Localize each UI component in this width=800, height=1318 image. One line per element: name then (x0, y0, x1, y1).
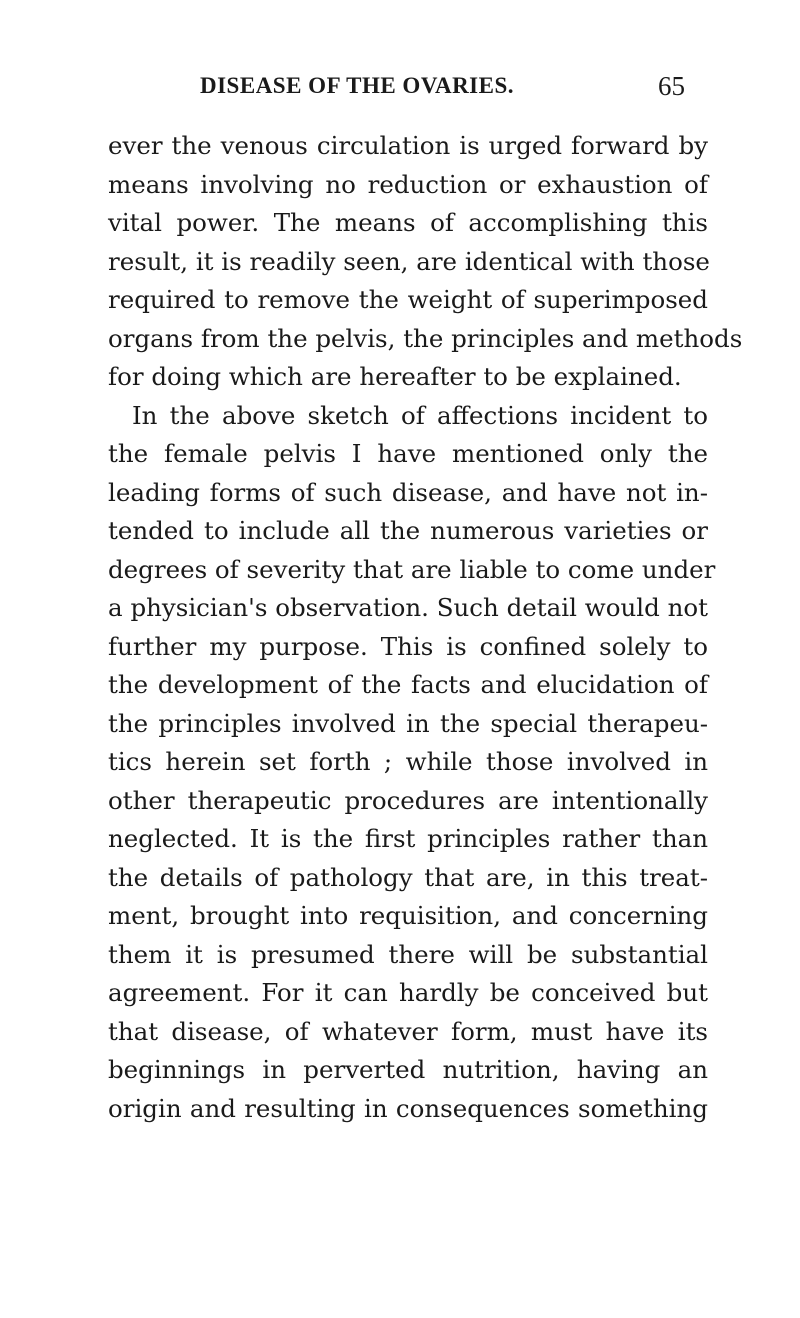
text-line: other therapeutic procedures are intentionally (108, 785, 708, 815)
text-line: result, it is readily seen, are identical with those (108, 246, 710, 276)
page-number: 65 (658, 71, 685, 101)
text-line: a physician's observation. Such detail would not (108, 593, 708, 622)
text-line: further my purpose. This is confined solely to (108, 631, 708, 661)
text-line: vital power. The means of accomplishing this (108, 208, 708, 237)
text-line: required to remove the weight of superimposed (108, 285, 708, 314)
text-line: tended to include all the numerous varieties or (108, 516, 708, 545)
text-line: the principles involved in the special therapeu- (108, 708, 708, 738)
running-title: DISEASE OF THE OVARIES. (200, 73, 515, 98)
text-line: that disease, of whatever form, must have its (108, 1016, 708, 1046)
text-line: leading forms of such disease, and have not in- (108, 477, 708, 507)
text-line: agreement. For it can hardly be conceived but (108, 978, 708, 1007)
text-line: the details of pathology that are, in this treat- (108, 862, 708, 892)
text-line: the female pelvis I have mentioned only the (108, 439, 708, 468)
text-line: degrees of severity that are liable to come under (108, 554, 716, 584)
text-line: tics herein set forth ; while those involved in (108, 747, 708, 776)
text-line: means involving no reduction or exhaustion of (108, 169, 708, 199)
text-line: origin and resulting in consequences something (108, 1093, 708, 1123)
text-line: In the above sketch of affections incident to (132, 400, 708, 430)
text-line: them it is presumed there will be substantial (108, 939, 708, 969)
text-line: neglected. It is the first principles rather than (108, 824, 708, 853)
text-line: ment, brought into requisition, and concerning (108, 901, 708, 930)
text-line: beginnings in perverted nutrition, having an (108, 1055, 708, 1084)
text-line: ever the venous circulation is urged forward by (108, 131, 708, 160)
text-line: organs from the pelvis, the principles and methods (108, 323, 743, 353)
text-line: for doing which are hereafter to be explained. (108, 362, 682, 391)
running-head (0, 66, 800, 106)
text-line: the development of the facts and elucidation of (108, 670, 708, 699)
body-text (108, 127, 743, 1128)
